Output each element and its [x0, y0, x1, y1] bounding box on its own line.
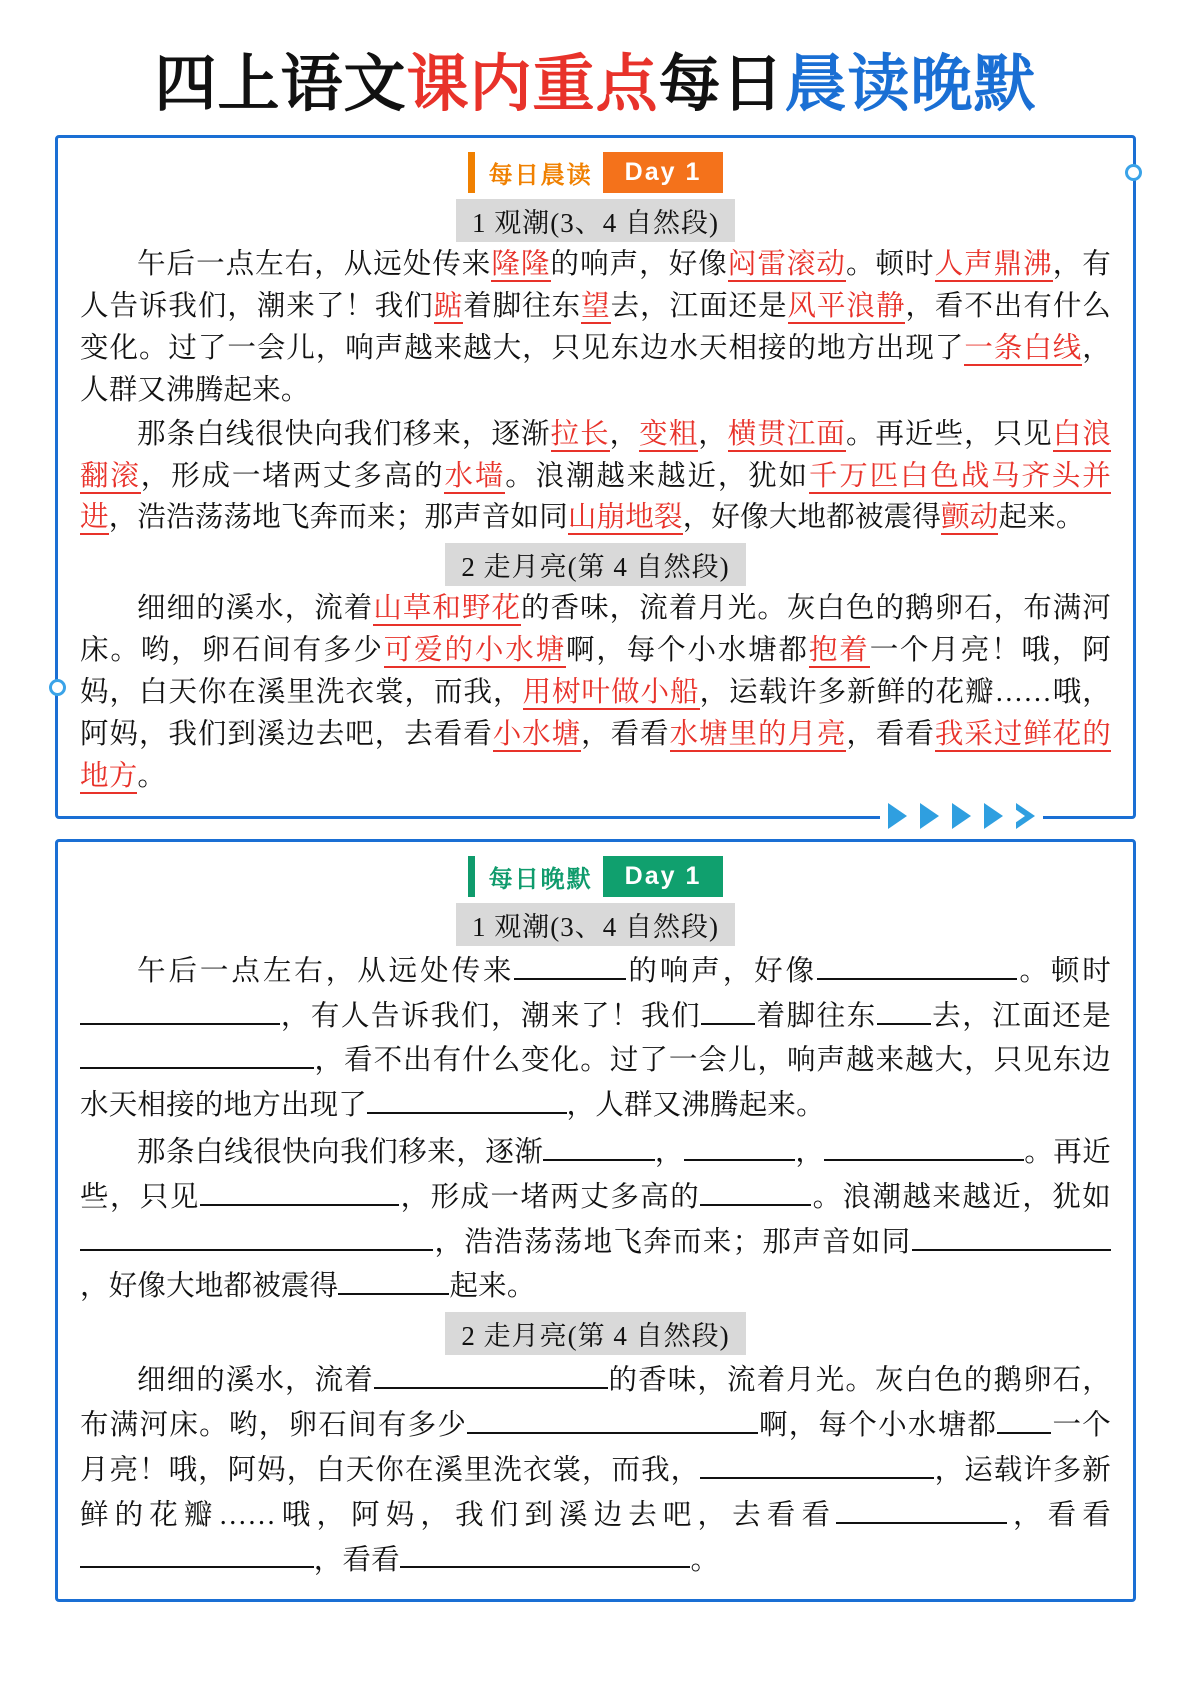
- morning-section1-subtitle-wrap: [80, 199, 1111, 242]
- morning-section1-paragraph-2: [80, 414, 1111, 540]
- text-run: 。: [690, 1544, 720, 1576]
- evening-section1-subtitle-wrap: [80, 903, 1111, 946]
- fill-blank[interactable]: [817, 948, 1017, 980]
- text-run: 那条白线很快向我们移来，逐渐: [137, 418, 551, 450]
- highlight-run: 抱着: [808, 635, 870, 667]
- highlight-run: 拉长: [550, 418, 610, 450]
- evening-section2-subtitle-wrap: [80, 1312, 1111, 1355]
- evening-dictation-card: [55, 839, 1136, 1603]
- text-run: 着脚往东: [463, 290, 582, 322]
- fill-blank[interactable]: [700, 1447, 934, 1479]
- text-run: 去，江面还是: [610, 290, 788, 322]
- text-run: ，看看: [1007, 1499, 1111, 1531]
- highlight-run: 闷雷滚动: [727, 249, 846, 281]
- morning-section1-paragraph-1: [80, 244, 1111, 412]
- text-run: ，: [795, 1136, 825, 1168]
- text-run: 细细的溪水，流着: [137, 1365, 374, 1397]
- title-part-2: 课内重点: [406, 50, 659, 119]
- fill-blank[interactable]: [80, 1219, 433, 1251]
- text-run: ，运载许多新鲜的花瓣……哦，阿妈，我们到溪边去吧，去看看: [80, 677, 1111, 750]
- highlight-run: 千万匹白色战马齐头并进: [80, 460, 1111, 534]
- page-title: [55, 0, 1136, 135]
- highlight-run: 踮: [433, 290, 464, 322]
- title-part-1: 四上语文: [154, 50, 407, 119]
- evening-section2-paragraph-1: [80, 1357, 1111, 1581]
- morning-banner-label: 每日晨读: [468, 152, 603, 193]
- highlight-run: 可爱的小水塘: [383, 635, 566, 667]
- text-run: 着脚往东: [755, 1000, 877, 1032]
- text-run: 起来。: [998, 502, 1085, 534]
- highlight-run: 人声鼎沸: [934, 249, 1053, 281]
- fill-blank[interactable]: [997, 1402, 1051, 1434]
- text-run: 一个月亮！哦，阿妈，白天你在溪里洗衣裳，而我，: [80, 635, 1111, 709]
- text-run: 的香味，流着月光。灰白色的鹅卵石，布满河床。哟，卵石间有多少: [80, 1365, 1111, 1442]
- text-run: 的响声，好像: [550, 249, 728, 281]
- text-run: 啊，每个小水塘都: [757, 1410, 998, 1442]
- text-run: ，运载许多新鲜的花瓣……哦，阿妈，我们到溪边去吧，去看看: [80, 1454, 1112, 1531]
- fill-blank[interactable]: [80, 993, 280, 1025]
- text-run: 那条白线很快向我们移来，逐渐: [137, 1136, 544, 1168]
- text-run: ，形成一堵两丈多高的: [399, 1181, 701, 1213]
- fill-blank[interactable]: [80, 1037, 314, 1069]
- text-run: 啊，每个小水塘都: [565, 635, 809, 667]
- text-run: 的香味，流着月光。灰白色的鹅卵石，布满河床。哟，卵石间有多少: [80, 593, 1111, 667]
- fill-blank[interactable]: [338, 1263, 449, 1295]
- fill-blank[interactable]: [200, 1174, 400, 1206]
- text-run: ，看不出有什么变化。过了一会儿，响声越来越大，只见东边水天相接的地方出现了: [80, 290, 1112, 364]
- morning-reading-card: [55, 135, 1136, 819]
- text-run: ，看不出有什么变化。过了一会儿，响声越来越大，只见东边水天相接的地方出现了: [80, 1045, 1111, 1122]
- morning-section2-paragraph-1: [80, 588, 1111, 797]
- text-run: 。再近些，只见: [80, 1136, 1111, 1213]
- evening-section1-subtitle: 1 观潮(3、4 自然段): [456, 903, 735, 946]
- evening-section1-paragraph-1: [80, 948, 1111, 1127]
- evening-section2-subtitle: 2 走月亮(第 4 自然段): [445, 1312, 745, 1355]
- title-part-3: 每日: [658, 50, 785, 119]
- text-run: 起来。: [449, 1271, 536, 1303]
- text-run: ，人群又沸腾起来。: [566, 1090, 825, 1122]
- highlight-run: 我采过鲜花的地方: [80, 719, 1111, 792]
- morning-section1-subtitle: 1 观潮(3、4 自然段): [456, 199, 735, 242]
- highlight-run: 山草和野花: [373, 593, 522, 625]
- text-run: 去，江面还是: [930, 1000, 1111, 1032]
- highlight-run: 山崩地裂: [567, 502, 683, 534]
- fill-blank[interactable]: [836, 1492, 1007, 1524]
- decorative-dot-top-right: [1125, 164, 1142, 181]
- text-run: 。浪潮越来越近，犹如: [505, 460, 809, 492]
- morning-banner: [80, 152, 1111, 193]
- title-part-4: 晨读晚默: [784, 50, 1037, 119]
- text-run: 的响声，好像: [625, 955, 818, 987]
- text-run: 。浪潮越来越近，犹如: [811, 1181, 1111, 1213]
- text-run: 。再近些，只见: [845, 418, 1053, 450]
- highlight-run: 水墙: [444, 460, 506, 492]
- highlight-run: 横贯江面: [727, 418, 846, 450]
- text-run: ，有人告诉我们，潮来了！我们: [279, 1000, 702, 1032]
- evening-banner-label: 每日晚默: [468, 856, 603, 897]
- highlight-run: 一条白线: [964, 332, 1083, 364]
- evening-section1-paragraph-2: [80, 1129, 1111, 1308]
- highlight-run: 白浪翻滚: [80, 418, 1111, 492]
- fill-blank[interactable]: [912, 1219, 1112, 1251]
- arrow-right-icon: [920, 803, 939, 829]
- text-run: ，人群又沸腾起来。: [80, 332, 1111, 406]
- arrow-right-outline-icon: [1016, 803, 1035, 829]
- arrow-decoration-group: [880, 803, 1043, 829]
- fill-blank[interactable]: [877, 993, 931, 1025]
- highlight-run: 变粗: [639, 418, 699, 450]
- text-run: ，看看: [313, 1544, 400, 1576]
- text-run: 午后一点左右，从远处传来: [137, 249, 492, 281]
- highlight-run: 小水塘: [492, 719, 582, 750]
- highlight-run: 用树叶做小船: [522, 677, 700, 709]
- text-run: ，浩浩荡荡地飞奔而来；那声音如同: [108, 502, 568, 534]
- highlight-run: 水塘里的月亮: [669, 719, 847, 750]
- arrow-right-icon: [888, 803, 907, 829]
- highlight-run: 隆隆: [491, 249, 551, 281]
- fill-blank[interactable]: [80, 1537, 314, 1569]
- text-run: ，好像大地都被震得: [682, 502, 942, 534]
- fill-blank[interactable]: [467, 1402, 758, 1434]
- fill-blank[interactable]: [400, 1537, 691, 1569]
- fill-blank[interactable]: [374, 1357, 608, 1389]
- text-run: ，看看: [581, 719, 670, 750]
- highlight-run: 颤动: [941, 502, 999, 534]
- fill-blank[interactable]: [367, 1082, 567, 1114]
- text-run: ，形成一堵两丈多高的: [140, 460, 445, 492]
- morning-section2-subtitle: 2 走月亮(第 4 自然段): [445, 543, 745, 586]
- evening-banner-day: Day 1: [603, 856, 724, 897]
- arrow-right-icon: [952, 803, 971, 829]
- morning-section2-subtitle-wrap: [80, 543, 1111, 586]
- evening-banner: [80, 856, 1111, 897]
- arrow-right-icon: [984, 803, 1003, 829]
- fill-blank[interactable]: [543, 1129, 654, 1161]
- text-run: ，: [609, 418, 640, 450]
- text-run: ，看看: [846, 719, 935, 750]
- fill-blank[interactable]: [700, 1174, 811, 1206]
- text-run: 。顿时: [845, 249, 935, 281]
- highlight-run: 风平浪静: [787, 290, 906, 322]
- text-run: ，: [698, 418, 728, 450]
- fill-blank[interactable]: [701, 993, 755, 1025]
- fill-blank[interactable]: [684, 1129, 795, 1161]
- fill-blank[interactable]: [824, 1129, 1024, 1161]
- text-run: ，好像大地都被震得: [80, 1271, 339, 1303]
- text-run: 午后一点左右，从远处传来: [137, 955, 515, 987]
- text-run: 一个月亮！哦，阿妈，白天你在溪里洗衣裳，而我，: [80, 1410, 1111, 1486]
- text-run: 。: [137, 760, 167, 792]
- fill-blank[interactable]: [514, 948, 625, 980]
- text-run: 。顿时: [1016, 955, 1111, 987]
- text-run: ，: [654, 1136, 684, 1168]
- text-run: 细细的溪水，流着: [137, 593, 374, 625]
- decorative-dot-left-bottom: [49, 679, 66, 696]
- morning-banner-day: Day 1: [603, 152, 724, 193]
- highlight-run: 望: [581, 290, 611, 322]
- text-run: ，有人告诉我们，潮来了！我们: [80, 249, 1111, 322]
- text-run: ，浩浩荡荡地飞奔而来；那声音如同: [433, 1226, 912, 1258]
